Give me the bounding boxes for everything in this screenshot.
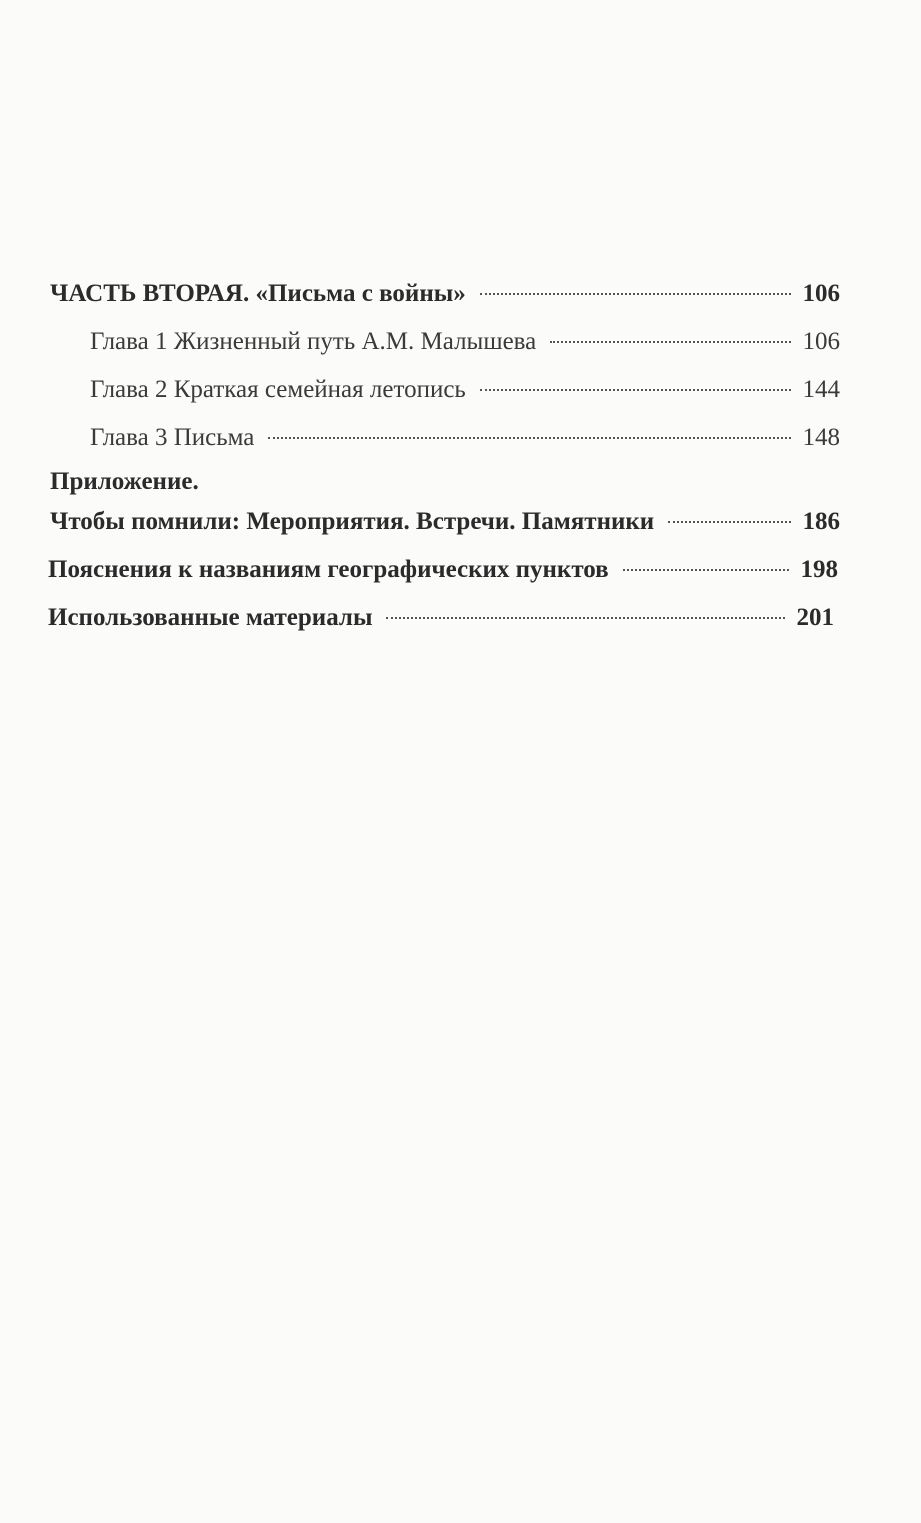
toc-entry-sources: [48, 604, 834, 632]
toc-entry-title: Глава 2 Краткая семейная летопись: [90, 376, 466, 403]
dot-leader: [668, 521, 790, 523]
dot-leader: [480, 389, 791, 391]
toc-entry-geo-notes: [48, 556, 838, 584]
toc-entry-page: 148: [802, 424, 840, 451]
toc-entry-title: Чтобы помнили: Мероприятия. Встречи. Памятники: [50, 508, 655, 535]
toc-entry-page: 144: [802, 376, 840, 403]
toc-entry-chapter-3: [90, 424, 840, 452]
dot-leader: [386, 617, 784, 619]
toc-entry-title: Глава 1 Жизненный путь А.М. Малышева: [90, 328, 537, 355]
toc-entry-appendix: [50, 508, 840, 536]
toc-entry-page: 106: [802, 280, 840, 307]
toc-appendix-heading: Приложение.: [50, 468, 199, 495]
toc-entry-page: 106: [802, 328, 840, 355]
toc-entry-page: 198: [800, 556, 838, 583]
toc-entry-title: Глава 3 Письма: [90, 424, 255, 451]
toc-entry-chapter-2: [90, 376, 840, 404]
dot-leader: [550, 341, 790, 343]
toc-entry-part-two: [50, 280, 840, 308]
toc-entry-chapter-1: [90, 328, 840, 356]
dot-leader: [268, 437, 790, 439]
toc-entry-page: 186: [802, 508, 840, 535]
toc-entry-title: ЧАСТЬ ВТОРАЯ. «Письма с войны»: [50, 280, 466, 307]
toc-entry-page: 201: [796, 604, 834, 631]
toc-entry-title: Пояснения к названиям географических пунктов: [48, 556, 609, 583]
dot-leader: [623, 569, 789, 571]
toc-entry-title: Использованные материалы: [48, 604, 373, 631]
dot-leader: [480, 293, 791, 295]
